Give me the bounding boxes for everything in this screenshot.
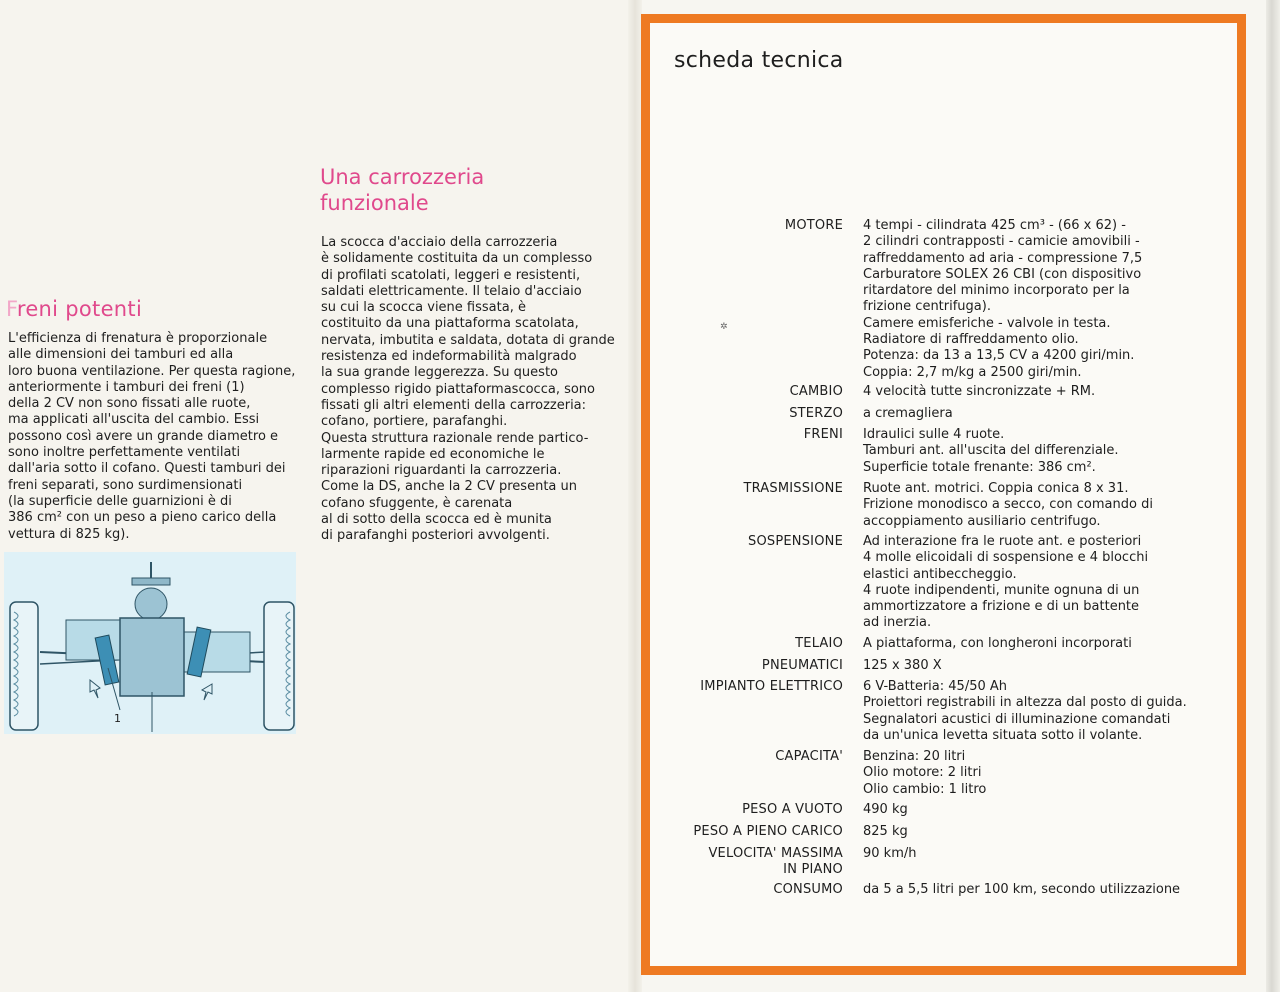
spec-label: MOTORE xyxy=(784,218,843,233)
freni-heading-initial: F xyxy=(6,297,17,321)
page-edge xyxy=(1266,0,1280,992)
diagram-callout-1: 1 xyxy=(114,712,121,725)
brake-diagram-illustration xyxy=(4,552,296,734)
spec-value: a cremagliera xyxy=(863,406,953,421)
spec-label: CAMBIO xyxy=(789,384,843,399)
spec-value: Ad interazione fra le ruote ant. e posteriori 4 molle elicoidali di sospensione e 4 blocchi elastici antibeccheggio. 4 ruote indipendenti, munite ognuna di un ammortizzatore a frizione e di un battente ad inerzia. xyxy=(863,534,1149,631)
carrozzeria-paragraph: La scocca d'acciaio della carrozzeria è solidamente costituita da un complesso di profilati scatolati, leggeri e resistenti, saldati elettricamente. Il telaio d'acciaio su cui la scocca viene fissata, è costituito da una piattaforma scatolata, nervata, imbutita e saldata, dotata di grande resistenza ed indeformabilità malgrado la sua grande leggerezza. Su questo complesso rigido piattaformascocca, sono fissati gli altri elementi della carrozzeria: cofano, portiere, parafanghi. Questa struttura razionale rende partico- larmente rapide ed economiche le riparazioni riguardanti la carrozzeria. Come la DS, anche la 2 CV presenta un cofano sfuggente, è carenata al di sotto della scocca ed è munita di parafanghi posteriori avvolgenti. xyxy=(321,235,615,544)
spec-value: da 5 a 5,5 litri per 100 km, secondo utilizzazione xyxy=(863,882,1181,897)
spec-label: IMPIANTO ELETTRICO xyxy=(700,679,843,694)
spec-sheet-title: scheda tecnica xyxy=(674,48,844,73)
spec-value: Idraulici sulle 4 ruote. Tamburi ant. all'uscita del differenziale. Superficie totale frenante: 386 cm². xyxy=(863,427,1119,475)
spec-value: A piattaforma, con longheroni incorporati xyxy=(863,636,1132,651)
spec-label: SOSPENSIONE xyxy=(748,534,843,549)
print-speck: ✲ xyxy=(720,322,728,332)
spec-label: TRASMISSIONE xyxy=(743,481,843,496)
spec-label: CAPACITA' xyxy=(775,749,843,764)
spec-value: 125 x 380 X xyxy=(863,658,942,673)
freni-heading-rest: reni potenti xyxy=(16,297,143,321)
freni-paragraph: L'efficienza di frenatura è proporzionale alle dimensioni dei tamburi ed alla loro buona ventilazione. Per questa ragione, anteriormente i tamburi dei freni (1) della 2 CV non sono fissati alle ruote, ma applicati all'uscita del cambio. Essi possono così avere un grande diametro e sono inoltre perfettamente ventilati dall'aria sotto il cofano. Questi tamburi dei freni separati, sono surdimensionati (la superficie delle guarnizioni è di 386 cm² con un peso a pieno carico della vettura di 825 kg). xyxy=(8,331,296,542)
spec-label: STERZO xyxy=(789,406,843,421)
spec-label: VELOCITA' MASSIMA IN PIANO xyxy=(708,846,843,878)
spec-value: 4 velocità tutte sincronizzate + RM. xyxy=(863,384,1096,399)
spec-value: Ruote ant. motrici. Coppia conica 8 x 31. Frizione monodisco a secco, con comando di accoppiamento ausiliario centrifugo. xyxy=(863,481,1153,529)
spec-value: Benzina: 20 litri Olio motore: 2 litri Olio cambio: 1 litro xyxy=(863,749,987,797)
spec-label: CONSUMO xyxy=(773,882,843,897)
spec-label: PESO A VUOTO xyxy=(742,802,843,817)
spec-value: 6 V-Batteria: 45/50 Ah Proiettori registrabili in altezza dal posto di guida. Segnalatori acustici di illuminazione comandati da un'unica levetta situata sotto il volante. xyxy=(863,679,1187,743)
spec-value: 90 km/h xyxy=(863,846,917,861)
freni-heading xyxy=(6,297,142,321)
spec-value: 4 tempi - cilindrata 425 cm³ - (66 x 62) - 2 cilindri contrapposti - camicie amovibili - raffreddamento ad aria - compressione 7,5 Carburatore SOLEX 26 CBI (con dispositivo ritardatore del minimo incorporato per la frizione centrifuga). Camere emisferiche - valvole in testa. Radiatore di raffreddamento olio. Potenza: da 13 a 13,5 CV a 4200 giri/min. Coppia: 2,7 m/kg a 2500 giri/min. xyxy=(863,218,1143,380)
spec-label: PNEUMATICI xyxy=(761,658,843,673)
spec-label: FRENI xyxy=(803,427,843,442)
spec-value: 490 kg xyxy=(863,802,908,817)
spec-value: 825 kg xyxy=(863,824,908,839)
spec-label: TELAIO xyxy=(795,636,843,651)
brake-diagram xyxy=(4,552,296,734)
spec-label: PESO A PIENO CARICO xyxy=(693,824,843,839)
carrozzeria-heading: Una carrozzeria funzionale xyxy=(320,165,485,215)
